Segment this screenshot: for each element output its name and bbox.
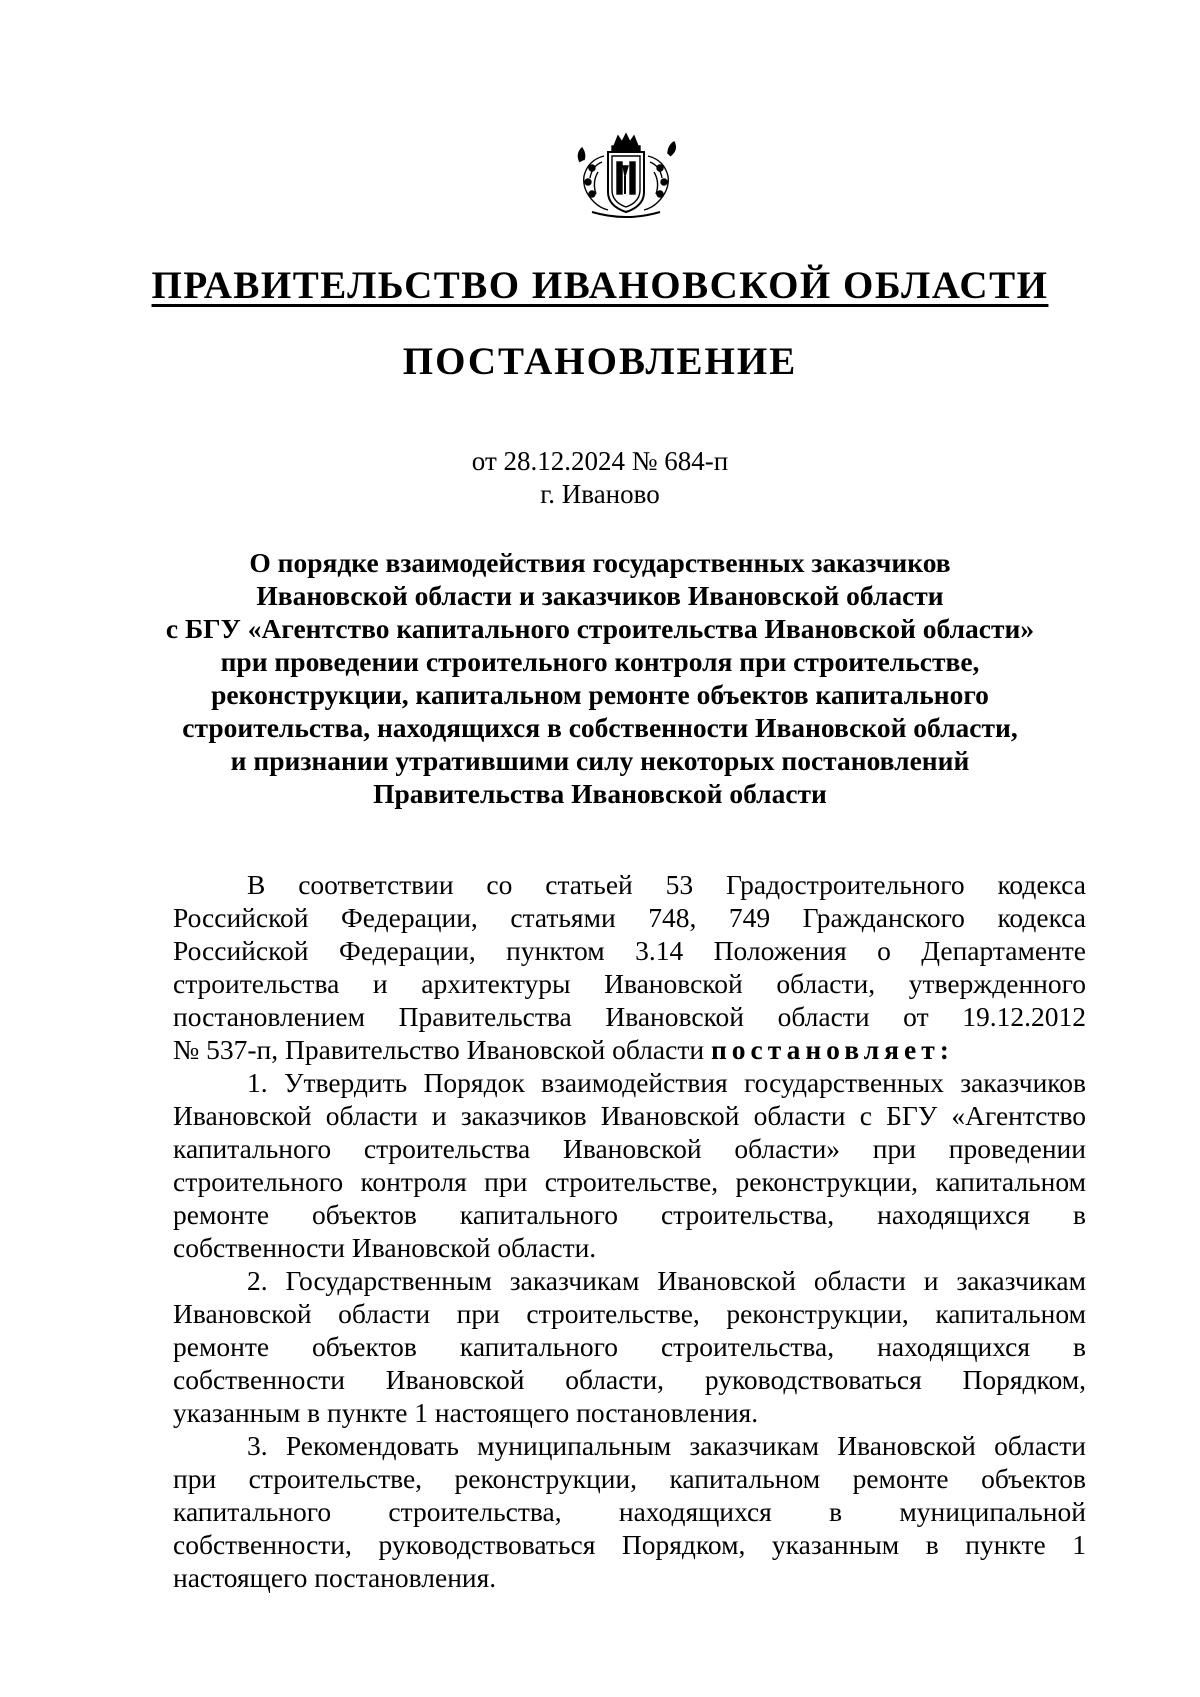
text-line: собственности Ивановской области, руководствоваться Порядком, bbox=[173, 1364, 1086, 1395]
document-type-heading: ПОСТАНОВЛЕНИЕ bbox=[402, 340, 798, 383]
city: г. Иваново bbox=[540, 479, 660, 509]
text-line: Ивановской области и заказчиков Ивановской области с БГУ «Агентство bbox=[173, 1100, 1086, 1131]
subject-line: реконструкции, капитальном ремонте объектов капитального bbox=[211, 679, 989, 710]
text-line: капитального строительства, находящихся в муниципальной bbox=[173, 1496, 1086, 1527]
subject-line: строительства, находящихся в собственности Ивановской области, bbox=[182, 712, 1018, 743]
decree-word: постановляет: bbox=[710, 1034, 954, 1065]
text-line: настоящего постановления. bbox=[173, 1562, 497, 1593]
organization-title-text: ПРАВИТЕЛЬСТВО ИВАНОВСКОЙ ОБЛАСТИ bbox=[151, 264, 1049, 307]
text-line: указанным в пункте 1 настоящего постановления. bbox=[173, 1397, 759, 1428]
preamble-last-line-text: № 537-п, Правительство Ивановской области bbox=[173, 1034, 711, 1065]
preamble-paragraph bbox=[173, 868, 1086, 1066]
subject-line: при проведении строительного контроля при строительстве, bbox=[220, 646, 980, 677]
document-body bbox=[173, 868, 1086, 1594]
subject-line: с БГУ «Агентство капитального строительства Ивановской области» bbox=[165, 613, 1035, 644]
document-subject bbox=[0, 546, 1200, 810]
text-line: при строительстве, реконструкции, капитальном ремонте объектов bbox=[173, 1463, 1086, 1494]
text-line: В соответствии со статьей 53 Градостроительного кодекса bbox=[247, 869, 1086, 900]
subject-line: Правительства Ивановской области bbox=[373, 778, 827, 809]
text-line: ремонте объектов капитального строительства, находящихся в bbox=[173, 1199, 1086, 1230]
text-line bbox=[173, 1033, 1086, 1066]
text-line: постановлением Правительства Ивановской области от 19.12.2012 bbox=[173, 1001, 1086, 1032]
item-paragraph-1 bbox=[173, 1066, 1086, 1264]
text-line: собственности Ивановской области. bbox=[173, 1232, 597, 1263]
text-line: 1. Утвердить Порядок взаимодействия государственных заказчиков bbox=[247, 1067, 1086, 1098]
subject-line: Ивановской области и заказчиков Ивановской области bbox=[256, 580, 944, 611]
text-line: строительства и архитектуры Ивановской области, утвержденного bbox=[173, 968, 1086, 999]
item-paragraph-3 bbox=[173, 1429, 1086, 1594]
text-line: Российской Федерации, статьями 748, 749 Гражданского кодекса bbox=[173, 902, 1086, 933]
text-line: Российской Федерации, пунктом 3.14 Положения о Департаменте bbox=[173, 935, 1086, 966]
text-line: строительного контроля при строительстве, реконструкции, капитальном bbox=[173, 1166, 1086, 1197]
subject-line: О порядке взаимодействия государственных заказчиков bbox=[249, 547, 951, 578]
text-line: капитального строительства Ивановской области» при проведении bbox=[173, 1133, 1086, 1164]
item-paragraph-2 bbox=[173, 1264, 1086, 1429]
text-line: 3. Рекомендовать муниципальным заказчикам Ивановской области bbox=[247, 1430, 1086, 1461]
organization-title bbox=[0, 262, 1200, 310]
date-and-number: от 28.12.2024 № 684-п bbox=[471, 446, 729, 476]
document-meta bbox=[0, 445, 1200, 511]
text-line: собственности, руководствоваться Порядком, указанным в пункте 1 bbox=[173, 1529, 1086, 1560]
text-line: 2. Государственным заказчикам Ивановской области и заказчикам bbox=[247, 1265, 1086, 1296]
text-line: Ивановской области при строительстве, реконструкции, капитальном bbox=[173, 1298, 1086, 1329]
coat-of-arms-emblem bbox=[562, 132, 690, 218]
subject-line: и признании утратившими силу некоторых постановлений bbox=[230, 745, 970, 776]
text-line: ремонте объектов капитального строительства, находящихся в bbox=[173, 1331, 1086, 1362]
